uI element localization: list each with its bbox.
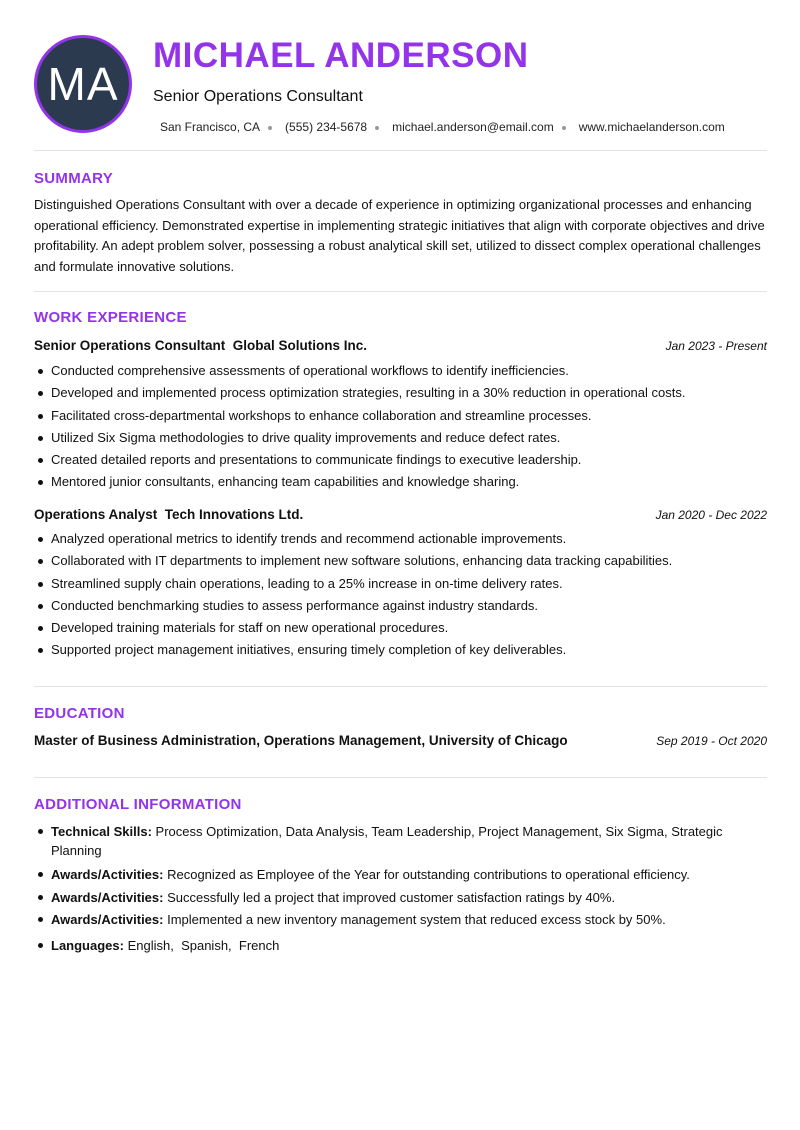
additional-item-text: Successfully led a project that improved customer satisfaction ratings by 40%. [167, 890, 616, 905]
job-role: Operations Analyst Tech Innovations Ltd. [34, 507, 304, 522]
additional-heading: ADDITIONAL INFORMATION [34, 796, 242, 813]
job-bullet: Streamlined supply chain operations, leading to a 25% increase in on-time delivery rates. [34, 575, 767, 597]
separator-dot-icon [375, 126, 379, 130]
job-bullet: Supported project management initiatives, ensuring timely completion of key deliverables. [34, 641, 767, 663]
job-bullet: Developed training materials for staff on new operational procedures. [34, 619, 767, 641]
additional-item-text: Implemented a new inventory management system that reduced excess stock by 50%. [167, 912, 666, 927]
additional-item-label: Technical Skills: [51, 824, 152, 839]
additional-item [34, 936, 767, 955]
contact-email[interactable]: michael.anderson@email.com [392, 120, 554, 134]
additional-item [34, 910, 767, 929]
job-bullet: Created detailed reports and presentations to communicate findings to executive leadership. [34, 451, 767, 473]
additional-item [34, 865, 767, 884]
additional-item-label: Awards/Activities: [51, 912, 164, 927]
contact-location: San Francisco, CA [160, 120, 261, 134]
job-bullet: Collaborated with IT departments to implement new software solutions, enhancing data tracking capabilities. [34, 552, 767, 574]
candidate-name: MICHAEL ANDERSON [153, 36, 529, 75]
experience-heading: WORK EXPERIENCE [34, 309, 187, 326]
additional-item [34, 888, 767, 907]
contact-phone: (555) 234-5678 [285, 120, 368, 134]
additional-item-text: English, Spanish, French [127, 938, 280, 953]
education-dates: Sep 2019 - Oct 2020 [656, 734, 767, 748]
education-section [34, 705, 767, 755]
education-degree: Master of Business Administration, Operations Management, University of Chicago [34, 733, 568, 748]
avatar-initials: MA [47, 58, 119, 110]
additional-item-label: Languages: [51, 938, 124, 953]
job-bullet: Developed and implemented process optimization strategies, resulting in a 30% reduction in operational costs. [34, 384, 767, 406]
candidate-title: Senior Operations Consultant [153, 88, 363, 105]
summary-text: Distinguished Operations Consultant with over a decade of experience in optimizing organizational processes and enhancing operational efficiency. Demonstrated expertise in implementing strategic initiatives that align with corporate objectives and drive profitability. An adept problem solver, possessing a robust analytical skill set, utilized to dissect complex operational challenges and formulate innovative solutions. [34, 197, 765, 274]
section-divider [34, 686, 767, 687]
job-bullet: Analyzed operational metrics to identify trends and recommend actionable improvements. [34, 530, 767, 552]
additional-item [34, 822, 767, 860]
additional-section [34, 796, 767, 966]
resume-header [34, 0, 767, 151]
section-divider [34, 291, 767, 292]
additional-item-text: Process Optimization, Data Analysis, Team Leadership, Project Management, Six Sigma, Strategic Planning [51, 824, 727, 858]
experience-section [34, 309, 767, 669]
job-header [34, 507, 767, 525]
additional-item-label: Awards/Activities: [51, 890, 164, 905]
job-bullet: Mentored junior consultants, enhancing team capabilities and knowledge sharing. [34, 473, 767, 495]
education-entry [34, 733, 767, 751]
contact-website[interactable]: www.michaelanderson.com [578, 120, 725, 134]
job-bullet: Conducted benchmarking studies to assess performance against industry standards. [34, 597, 767, 619]
separator-dot-icon [268, 126, 272, 130]
job-bullet: Conducted comprehensive assessments of operational workflows to identify inefficiencies. [34, 362, 767, 384]
education-heading: EDUCATION [34, 705, 125, 722]
summary-section [34, 170, 767, 280]
job-bullet-list [34, 362, 767, 496]
avatar [34, 35, 132, 133]
summary-heading: SUMMARY [34, 170, 114, 187]
additional-item-text: Recognized as Employee of the Year for outstanding contributions to operational efficiency. [167, 867, 690, 882]
job-header [34, 338, 767, 356]
resume-page [34, 0, 767, 953]
job-role: Senior Operations Consultant Global Solutions Inc. [34, 338, 368, 353]
section-divider [34, 777, 767, 778]
contact-bar [160, 120, 725, 134]
job-dates: Jan 2023 - Present [665, 339, 767, 353]
job-bullet-list [34, 530, 767, 664]
additional-item-label: Awards/Activities: [51, 867, 164, 882]
job-dates: Jan 2020 - Dec 2022 [655, 508, 767, 522]
job-bullet: Utilized Six Sigma methodologies to drive quality improvements and reduce defect rates. [34, 429, 767, 451]
separator-dot-icon [562, 126, 566, 130]
job-bullet: Facilitated cross-departmental workshops to enhance collaboration and streamline processes. [34, 407, 767, 429]
